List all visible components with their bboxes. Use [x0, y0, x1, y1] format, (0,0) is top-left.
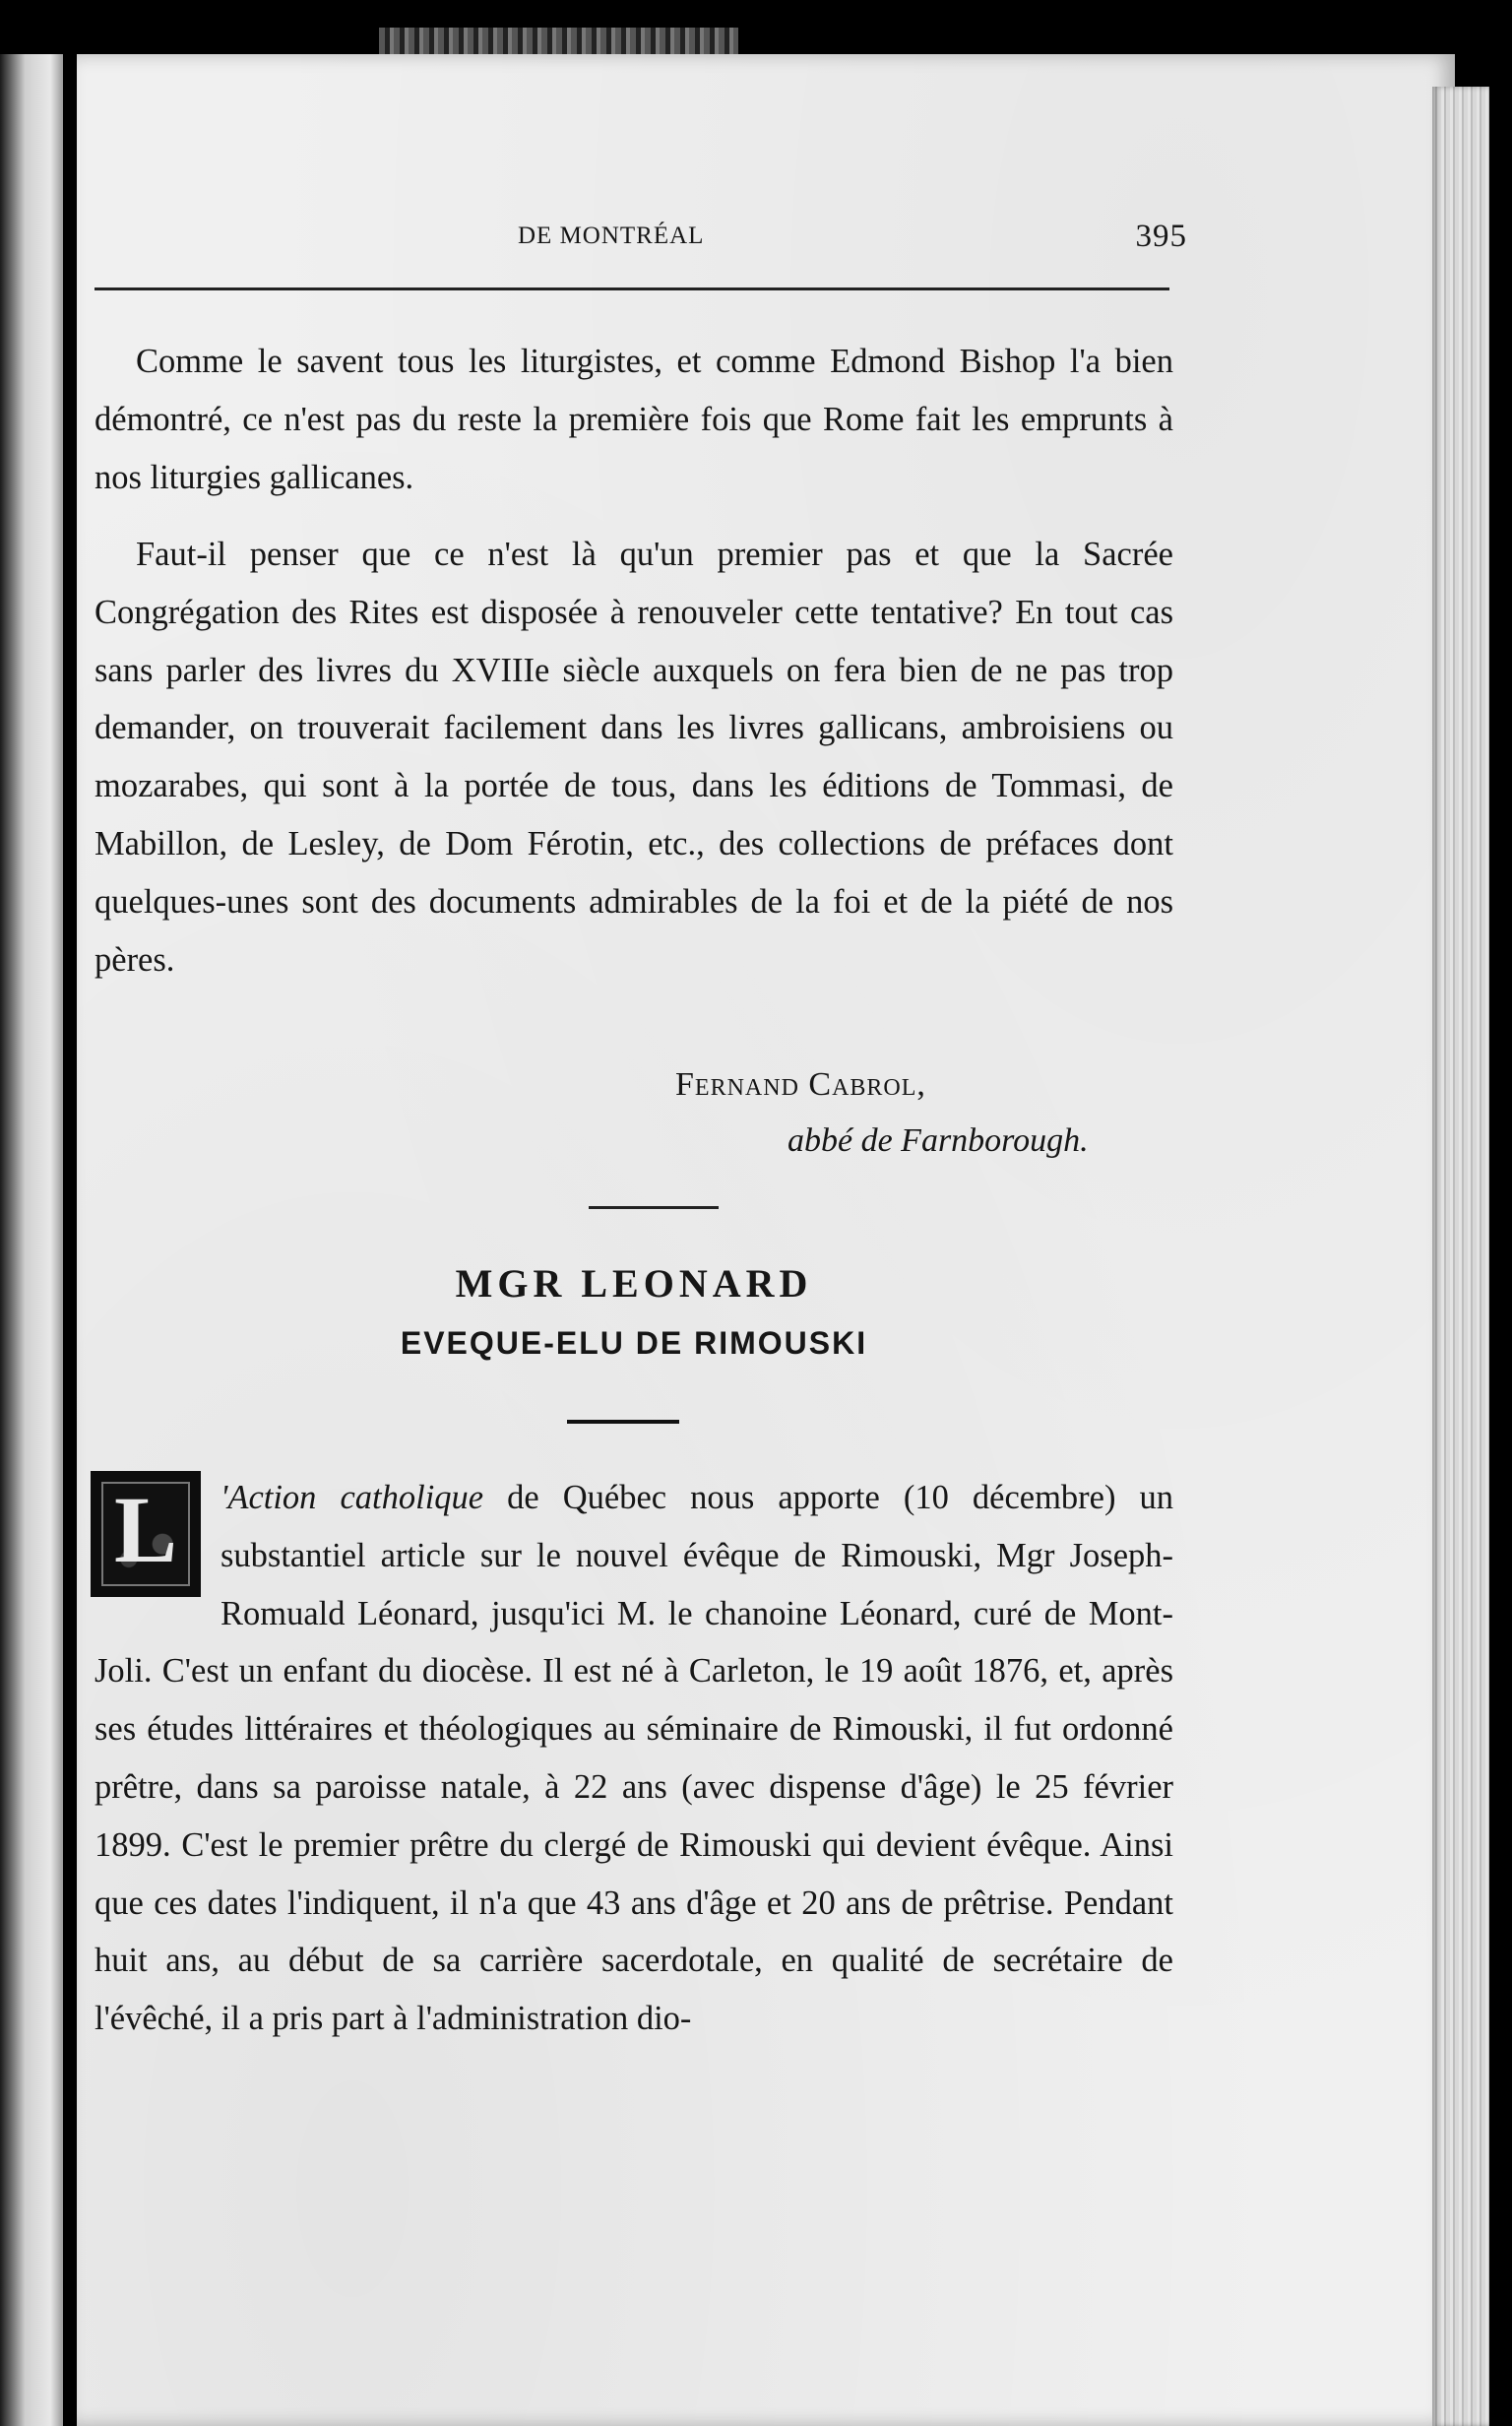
- section-title: MGR LEONARD: [455, 1261, 813, 1306]
- title-divider: [567, 1420, 679, 1424]
- signature-role: abbé de Farnborough.: [788, 1122, 1089, 1159]
- section-divider: [589, 1206, 719, 1209]
- running-head: [94, 219, 1187, 262]
- paragraph-liturgists: Comme le savent tous les liturgistes, et comme Edmond Bishop l'a bien démontré, ce n'est pas du reste la première fois que Rome fait les emprunts à nos liturgies gallicanes.: [94, 343, 1173, 496]
- ornamental-dropcap: [91, 1471, 201, 1597]
- header-rule: [94, 287, 1169, 290]
- article-body: de Québec nous apporte (10 décembre) un substantiel article sur le nouvel évêque de Rimouski, Mgr Joseph-Romuald Léonard, jusqu'ici M. le chanoine Léonard, curé de Mont-Joli. C'est un enfant du diocèse. Il est né à Carleton, le 19 août 1876, et, après ses études littéraires et théologiques au séminaire de Rimouski, il fut ordonné prêtre, dans sa paroisse natale, à 22 ans (avec dispense d'âge) le 25 février 1899. C'est le premier prêtre du clergé de Rimouski qui devient évêque. Ainsi que ces dates l'indiquent, il n'a que 43 ans d'âge et 20 ans de prêtrise. Pendant huit ans, au début de sa carrière sacerdotale, en qualité de secrétaire de l'évêché, il a pris part à l'administration dio-: [94, 1479, 1173, 2038]
- paragraph-congregation: Faut-il penser que ce n'est là qu'un premier pas et que la Sacrée Congrégation des Rites est disposée à renouveler cette tentative? En tout cas sans parler des livres du XVIIIe siècle auxquels on fera bien de ne pas trop demander, on trouverait facilement dans les livres gallicans, ambroisiens ou mozarabes, qui sont à la portée de tous, dans les éditions de Tommasi, de Mabillon, de Lesley, de Dom Férotin, etc., des collections de préfaces dont quelques-unes sont des documents admirables de la foi et de la piété de nos pères.: [94, 536, 1173, 979]
- article-italic-lead: 'Action catholique: [220, 1479, 484, 1516]
- page-number: 395: [1135, 219, 1187, 254]
- article-paragraph: [94, 1469, 1173, 2048]
- signature-name: Fernand Cabrol,: [675, 1066, 926, 1103]
- section-subtitle: EVEQUE-ELU DE RIMOUSKI: [400, 1325, 868, 1361]
- running-title: DE MONTRÉAL: [518, 223, 705, 249]
- dropcap-letter: L: [113, 1477, 178, 1582]
- scan-artifact-strip: [379, 28, 738, 55]
- previous-page-edge: [0, 54, 63, 2426]
- page-stack-edge: [1432, 87, 1489, 2426]
